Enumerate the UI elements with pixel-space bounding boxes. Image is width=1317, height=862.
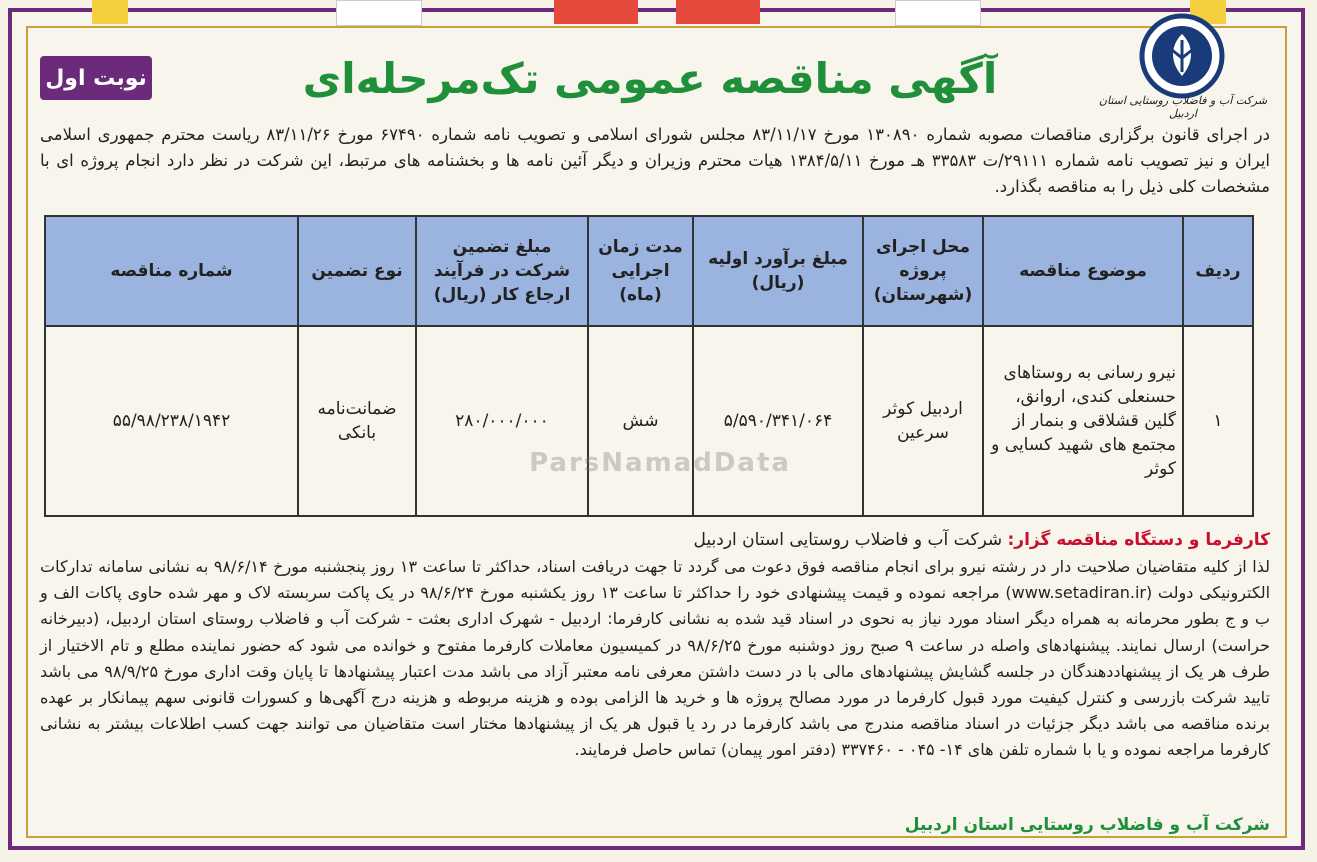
header-location: محل اجرای پروژه (شهرستان)	[863, 216, 983, 326]
color-swatch-white	[336, 0, 422, 26]
page-title: آگهی مناقصه عمومی تک‌مرحله‌ای	[302, 54, 998, 103]
table-row	[45, 326, 1253, 516]
cell-tender-number: ۵۵/۹۸/۲۳۸/۱۹۴۲	[45, 326, 298, 516]
header-duration: مدت زمان اجرایی (ماه)	[588, 216, 693, 326]
cell-guarantee-type: ضمانت‌نامه بانکی	[298, 326, 416, 516]
cell-subject: نیرو رسانی به روستاهای حسنعلی کندی، اروانق، گلین قشلاقی و بنمار از مجتمع های شهید کسایی و کوثر	[983, 326, 1183, 516]
employer-line	[40, 528, 1270, 552]
cell-estimate: ۵/۵۹۰/۳۴۱/۰۶۴	[693, 326, 863, 516]
header-guarantee-amount: مبلغ تضمین شرکت در فرآیند ارجاع کار (ریال)	[416, 216, 588, 326]
color-swatch-white-2	[895, 0, 981, 26]
edition-badge: نوبت اول	[40, 56, 152, 100]
employer-label: کارفرما و دستگاه مناقصه گزار:	[1007, 530, 1270, 550]
header-tender-number: شماره مناقصه	[45, 216, 298, 326]
employer-value: شرکت آب و فاضلاب روستایی استان اردبیل	[693, 530, 1003, 550]
header-subject: موضوع مناقصه	[983, 216, 1183, 326]
footer-signature: شرکت آب و فاضلاب روستایی استان اردبیل	[904, 815, 1270, 835]
intro-paragraph: در اجرای قانون برگزاری مناقصات مصوبه شماره ۱۳۰۸۹۰ مورخ ۸۳/۱۱/۱۷ مجلس شورای اسلامی و تصویب نامه شماره ۶۷۴۹۰ مورخ ۸۳/۱۱/۲۶ ریاست محترم جمهوری اسلامی ایران و نیز تصویب نامه شماره ۲۹۱۱۱/ت ۳۳۵۸۳ هـ مورخ ۱۳۸۴/۵/۱۱ هیات محترم وزیران و دیگر آئین نامه ها و بخشنامه های مرتبط، این شرکت در نظر دارد انجام پروژه ای با مشخصات کلی ذیل را به مناقصه بگذارد.	[40, 125, 1270, 196]
cell-location: اردبیل کوثر سرعین	[863, 326, 983, 516]
table-header-row	[45, 216, 1253, 326]
logo-caption: شرکت آب و فاضلاب روستایی استان اردبیل	[1098, 94, 1268, 120]
color-swatch-red-2	[676, 0, 760, 24]
color-swatch-yellow	[92, 0, 128, 24]
watermark: ParsNamadData	[529, 448, 791, 478]
body-paragraph: لذا از کلیه متقاضیان صلاحیت دار در رشته نیرو برای انجام مناقصه فوق دعوت می گردد تا جهت دریافت اسناد، حداکثر تا ساعت ۱۳ روز پنجشنبه مورخ ۹۸/۶/۱۴ به نشانی سامانه تدارکات الکترونیکی دولت (www.setadiran.ir) مراجعه نموده و قیمت پیشنهادی خود را حداکثر تا ساعت ۱۳ روز یکشنبه مورخ ۹۸/۶/۲۴ در یک پاکت سربسته لاک و مهر شده حاوی پاکات الف و ب و ج بطور محرمانه به همراه دیگر اسناد مورد نیاز به نحوی در اسناد قید شده به نشانی کارفرما: اردبیل - شهرک اداری بعثت - شرکت آب و فاضلاب روستای استان اردبیل، (دبیرخانه حراست) ارسال نمایند. پیشنهادهای واصله در ساعت ۹ صبح روز دوشنبه مورخ ۹۸/۶/۲۵ در کمیسیون معاملات کارفرما مفتوح و خوانده می شود که حضور نماینده مطلع و تام الاختیار از طرف هر یک از پیشنهاددهندگان در جلسه گشایش پیشنهادهای مالی با در دست داشتن معرفی نامه معتبر آزاد می باشد مدت اعتبار پیشنهادها تا پایان وقت اداری مورخ ۹۸/۹/۲۵ می باشد تایید شرکت بازرسی و کنترل کیفیت مورد قبول کارفرما در مورد مصالح پروژه ها و خرید ها الزامی بوده و هزینه مربوطه و هزینه درج آگهی‌ها و کسورات قانونی سهم پیمانکار بر عهده برنده مناقصه می باشد دیگر جزئیات در اسناد مناقصه مندرج می باشد کارفرما در رد یا قبول هر یک از پیشنهادها مختار است متقاضیان می توانند جهت کسب اطلاعات بیشتر به نشانی کارفرما مراجعه نموده و یا با شماره تلفن های ۱۴- ۰۴۵ - ۳۳۷۴۶۰ (دفتر امور پیمان) تماس حاصل فرمایند.	[40, 557, 1271, 760]
color-swatch-red	[554, 0, 638, 24]
cell-duration: شش	[588, 326, 693, 516]
cell-row-number: ۱	[1183, 326, 1253, 516]
cell-guarantee-amount: ۲۸۰/۰۰۰/۰۰۰	[416, 326, 588, 516]
header-estimate: مبلغ برآورد اولیه (ریال)	[693, 216, 863, 326]
header-row-number: ردیف	[1183, 216, 1253, 326]
header-guarantee-type: نوع تضمین	[298, 216, 416, 326]
